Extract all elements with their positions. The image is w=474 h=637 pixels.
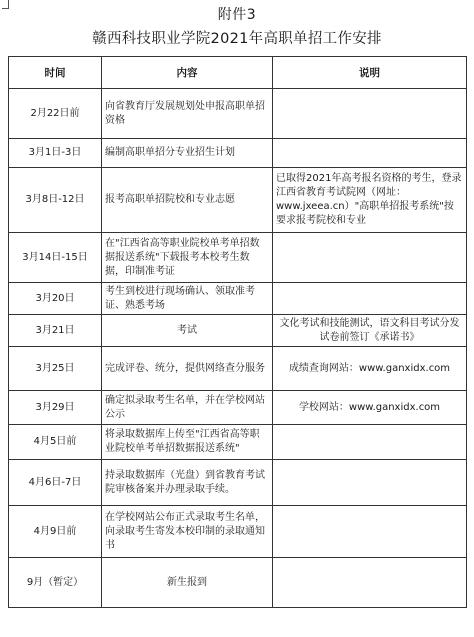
row-note [273, 89, 467, 139]
table-row [9, 347, 467, 391]
table-row [9, 506, 467, 558]
table-row [9, 139, 467, 168]
row-note: 文化考试和技能测试，语文科目考试分发试卷前签订《承诺书》 [273, 315, 467, 347]
row-content: 向省教育厅发展规划处申报高职单招资格 [102, 89, 273, 139]
row-time: 3月29日 [9, 391, 102, 425]
table-row [9, 425, 467, 460]
annex-label: 附件3 [217, 7, 257, 23]
header-time: 时间 [9, 57, 102, 89]
row-content: 在学校网站公布正式录取考生名单，向录取考生寄发本校印制的录取通知书 [102, 506, 273, 558]
row-content: 新生报到 [102, 558, 273, 608]
row-content: 完成评卷、统分，提供网络查分服务 [102, 347, 273, 391]
row-content: 报考高职单招院校和专业志愿 [102, 168, 273, 233]
row-note: 已取得2021年高考报名资格的考生，登录江西省教育考试院网（网址：www.jxeea.cn）"高职单招报考系统"按要求报考院校和专业 [273, 168, 467, 233]
row-content: 考试 [102, 315, 273, 347]
row-content: 在"江西省高等职业院校单考单招数据报送系统"下载报考本校考生数据，印制准考证 [102, 233, 273, 283]
row-note [273, 139, 467, 168]
row-time: 4月5日前 [9, 425, 102, 460]
row-content: 将录取数据库上传至"江西省高等职业院校单考单招数据报送系统" [102, 425, 273, 460]
table-row [9, 283, 467, 315]
row-note [273, 283, 467, 315]
row-note: 学校网站：www.ganxidx.com [273, 391, 467, 425]
row-time: 3月20日 [9, 283, 102, 315]
row-time: 3月14日-15日 [9, 233, 102, 283]
row-content: 持录取数据库（光盘）到省教育考试院审核备案并办理录取手续。 [102, 460, 273, 506]
row-note [273, 233, 467, 283]
schedule-table [8, 56, 467, 608]
table-header-row [9, 57, 467, 89]
row-note [273, 425, 467, 460]
row-note [273, 506, 467, 558]
table-row [9, 315, 467, 347]
row-time: 3月25日 [9, 347, 102, 391]
table-row [9, 460, 467, 506]
header-note: 说明 [273, 57, 467, 89]
row-note: 成绩查询网站：www.ganxidx.com [273, 347, 467, 391]
table-row [9, 89, 467, 139]
table-row [9, 168, 467, 233]
row-time: 4月9日前 [9, 506, 102, 558]
row-content: 编制高职单招分专业招生计划 [102, 139, 273, 168]
table-row [9, 233, 467, 283]
row-time: 9月（暂定） [9, 558, 102, 608]
row-content: 考生到校进行现场确认、领取准考证、熟悉考场 [102, 283, 273, 315]
row-time: 4月6日-7日 [9, 460, 102, 506]
row-note [273, 558, 467, 608]
row-time: 3月21日 [9, 315, 102, 347]
header-content: 内容 [102, 57, 273, 89]
row-time: 3月8日-12日 [9, 168, 102, 233]
table-row [9, 558, 467, 608]
row-note [273, 460, 467, 506]
row-content: 确定拟录取考生名单，并在学校网站公示 [102, 391, 273, 425]
row-time: 2月22日前 [9, 89, 102, 139]
table-row [9, 391, 467, 425]
row-time: 3月1日-3日 [9, 139, 102, 168]
document-title: 赣西科技职业学院2021年高职单招工作安排 [92, 31, 382, 47]
